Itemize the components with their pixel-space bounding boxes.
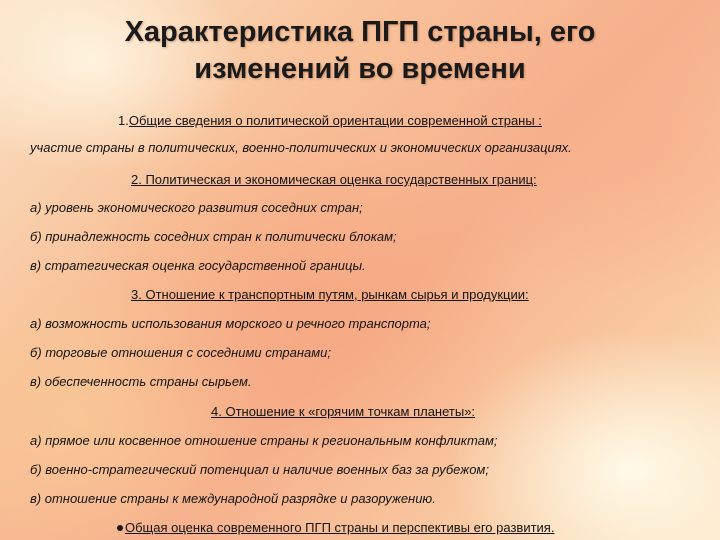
section-4-item-1: а) прямое или косвенное отношение страны к региональным конфликтам; — [30, 433, 498, 448]
section-2-heading: 2. Политическая и экономическая оценка государственных границ: — [131, 172, 537, 187]
slide-title-line-1: Характеристика ПГП страны, его — [124, 16, 596, 48]
final-bullet — [117, 519, 554, 537]
section-2-item-3: в) стратегическая оценка государственной границы. — [30, 258, 366, 273]
section-4-item-2: б) военно-стратегический потенциал и наличие военных баз за рубежом; — [30, 462, 489, 477]
section-4-item-3: в) отношение страны к международной разрядке и разоружению. — [30, 491, 436, 506]
slide-title-line-2: изменений во времени — [194, 53, 526, 85]
section-3-heading: 3. Отношение к транспортным путям, рынкам сырья и продукции: — [131, 287, 529, 302]
section-3-item-1: а) возможность использования морского и речного транспорта; — [30, 316, 431, 331]
section-4-heading: 4. Отношение к «горячим точкам планеты»: — [211, 404, 476, 419]
section-2-item-2: б) принадлежность соседних стран к политически блокам; — [30, 229, 397, 244]
section-1-number: 1. — [118, 113, 129, 128]
slide-title — [0, 14, 720, 88]
final-bullet-text: Общая оценка современного ПГП страны и перспективы его развития. — [125, 520, 555, 535]
bullet-dot-icon — [117, 525, 123, 531]
section-2-item-1: а) уровень экономического развития соседних стран; — [30, 200, 363, 215]
section-1-heading-text: Общие сведения о политической ориентации современной страны : — [128, 113, 542, 128]
section-1-item-1: участие страны в политических, военно-политических и экономических организациях. — [30, 140, 572, 155]
section-1-heading — [118, 112, 542, 130]
section-3-item-3: в) обеспеченность страны сырьем. — [30, 374, 252, 389]
section-3-item-2: б) торговые отношения с соседними странами; — [30, 345, 332, 360]
